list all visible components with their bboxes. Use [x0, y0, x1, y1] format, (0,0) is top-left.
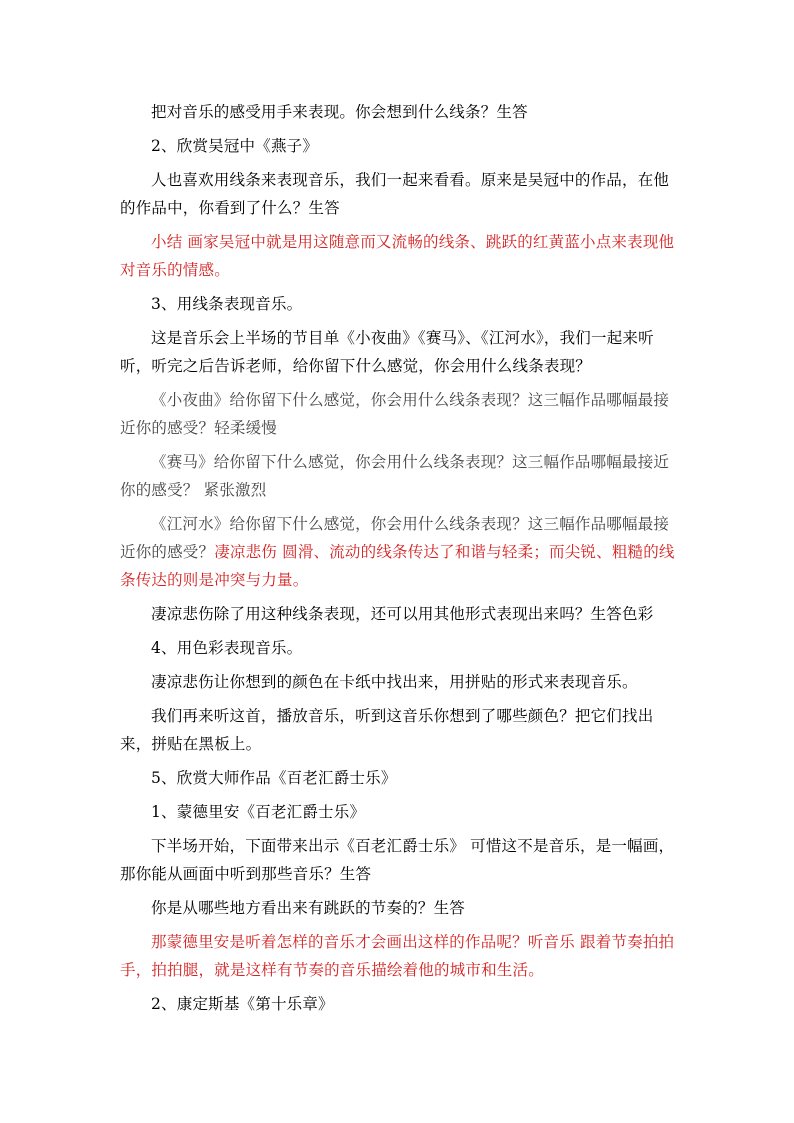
- paragraph: 我们再来听这首，播放音乐，听到这音乐你想到了哪些颜色？把它们找出来，拼贴在黑板上。: [120, 707, 654, 753]
- subsection-heading: 2、康定斯基《第十乐章》: [151, 995, 334, 1013]
- paragraph: 凄凉悲伤除了用这种线条表现，还可以用其他形式表现出来吗？生答色彩: [151, 605, 654, 623]
- section-heading: 4、用色彩表现音乐。: [151, 639, 303, 657]
- summary-paragraph: 那蒙德里安是听着怎样的音乐才会画出这样的作品呢？听音乐 跟着节奏拍拍手，拍拍腿，就是这样有节奏的音乐描绘着他的城市和生活。: [120, 933, 675, 979]
- section-heading: 3、用线条表现音乐。: [151, 295, 303, 313]
- paragraph: 人也喜欢用线条来表现音乐，我们一起来看看。原来是吴冠中的作品，在他的作品中，你看到了什么？生答: [120, 171, 670, 217]
- question-paragraph: 《小夜曲》给你留下什么感觉，你会用什么线条表现？这三幅作品哪幅最接近你的感受？轻柔缓慢: [120, 391, 670, 437]
- paragraph: 凄凉悲伤让你想到的颜色在卡纸中找出来，用拼贴的形式来表现音乐。: [151, 673, 638, 691]
- paragraph: 把对音乐的感受用手来表现。你会想到什么线条？生答: [151, 103, 528, 121]
- section-heading: 2、欣赏吴冠中《燕子》: [151, 137, 319, 155]
- document-body: [120, 98, 676, 1024]
- section-heading: 5、欣赏大师作品《百老汇爵士乐》: [151, 769, 397, 787]
- summary-paragraph: 小结 画家吴冠中就是用这随意而又流畅的线条、跳跃的红黄蓝小点来表现他对音乐的情感。: [120, 233, 675, 279]
- subsection-heading: 1、蒙德里安《百老汇爵士乐》: [151, 803, 366, 821]
- paragraph: 你是从哪些地方看出来有跳跃的节奏的？生答: [151, 899, 466, 917]
- answer-text: 凄凉悲伤 圆滑、流动的线条传达了和谐与轻柔；而尖锐、粗糙的线条传达的则是冲突与力量。: [120, 543, 675, 589]
- paragraph: 这是音乐会上半场的节目单《小夜曲》《赛马》、《江河水》，我们一起来听听，听完之后告诉老师，给你留下什么感觉，你会用什么线条表现？: [120, 329, 654, 375]
- paragraph: 下半场开始，下面带来出示《百老汇爵士乐》 可惜这不是音乐，是一幅画，那你能从画面中听到那些音乐？生答: [120, 837, 675, 883]
- question-paragraph-mixed: [120, 510, 676, 594]
- question-paragraph: 《赛马》给你留下什么感觉，你会用什么线条表现？这三幅作品哪幅最接近你的感受？ 紧张激烈: [120, 453, 670, 499]
- question-text: 《江河水》给你留下什么感觉，你会用什么线条表现？这三幅作品哪幅最接近你的感受？: [120, 515, 670, 561]
